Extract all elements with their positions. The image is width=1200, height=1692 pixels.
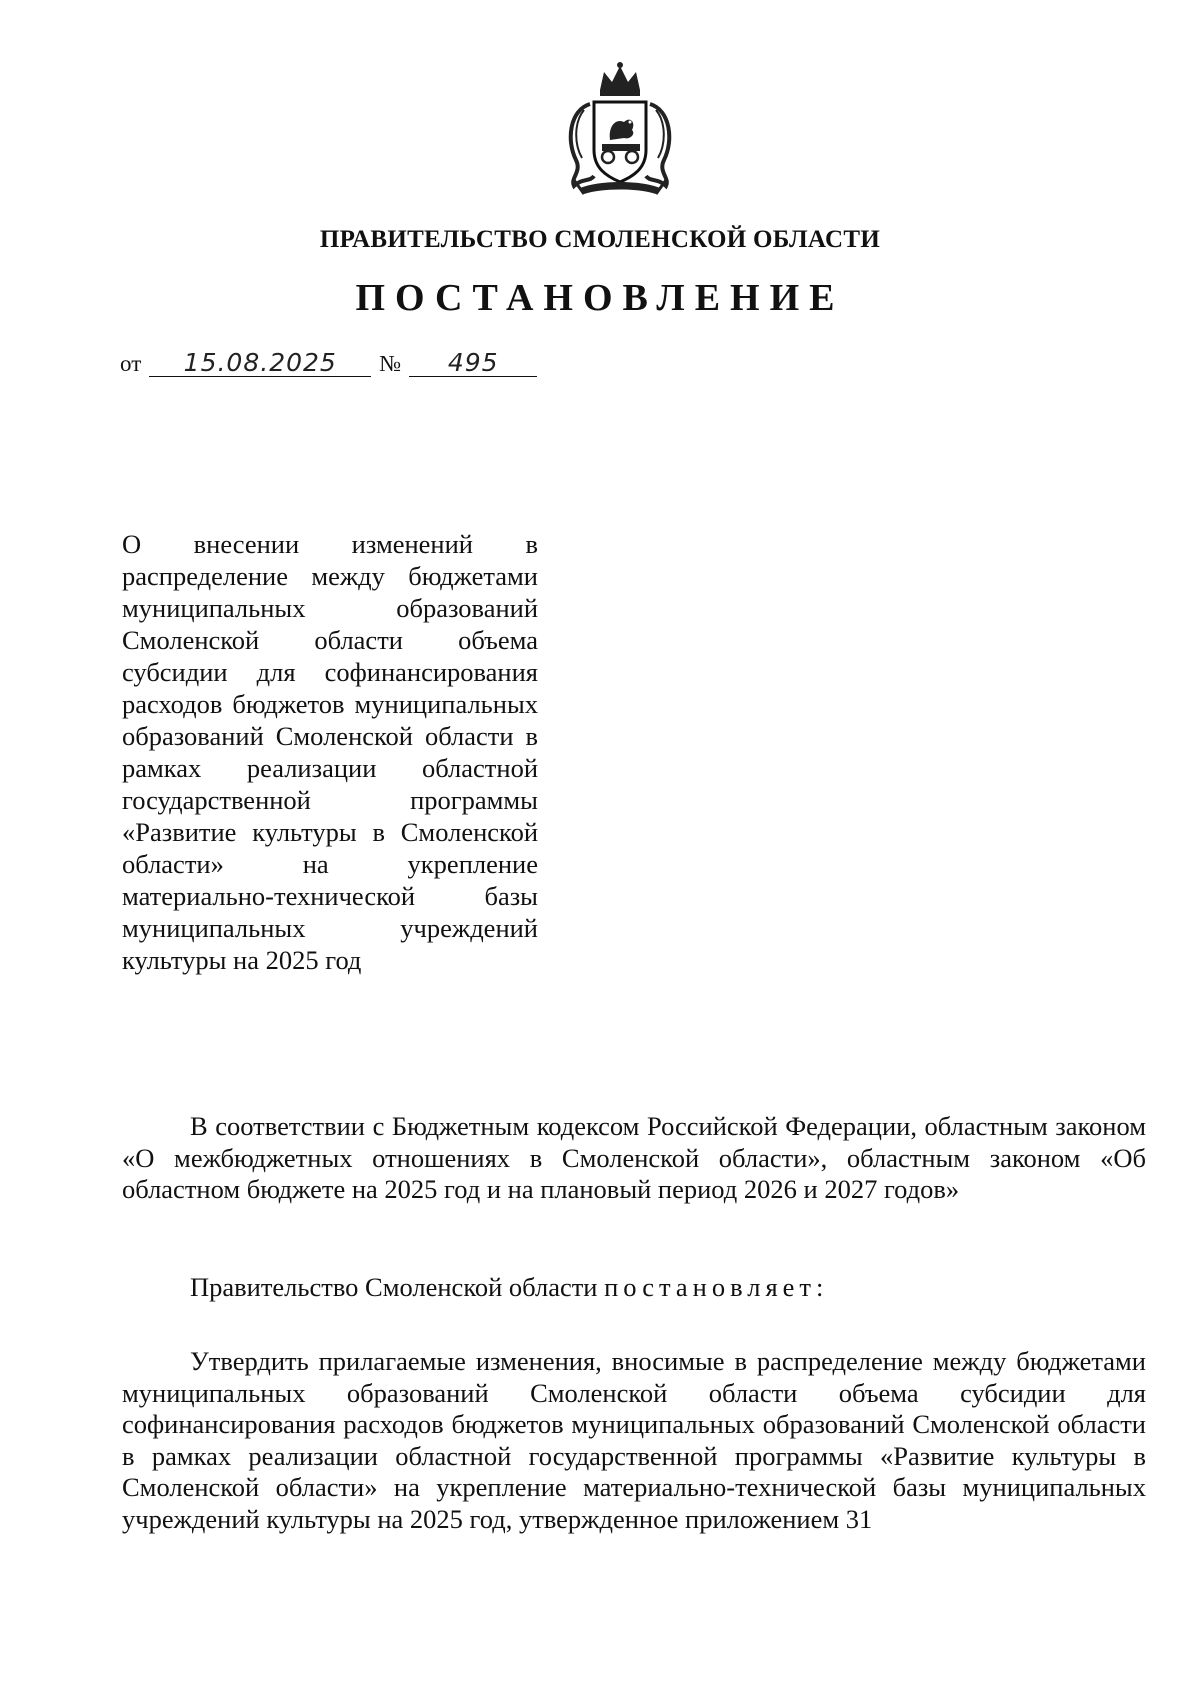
handwritten-date: 15.08.2025 — [149, 350, 371, 377]
handwritten-number: 495 — [409, 350, 537, 377]
preamble-paragraph: В соответствии с Бюджетным кодексом Российской Федерации, областным законом «О межбюджетных отношениях в Смоленской области», областным законом «Об областном бюджете на 2025 год и на плановый период 2026 и 2027 годов» — [122, 1111, 1146, 1204]
document-subject: О внесении изменений в распределение между бюджетами муниципальных образований Смоленской области объема субсидии для софинансирования расходов бюджетов муниципальных образований Смоленской области в рамках реализации областной государственной программы «Развитие культуры в Смоленской области» на укрепление материально-технической базы муниципальных учреждений культуры на 2025 год — [122, 529, 538, 975]
decision-paragraph: Утвердить прилагаемые изменения, вносимые в распределение между бюджетами муниципальных образований Смоленской области объема субсидии для софинансирования расходов бюджетов муниципальных образований Смоленской области в рамках реализации областной государственной программы «Развитие культуры в Смоленской области» на укрепление материально-технической базы муниципальных учреждений культуры на 2025 год, утвержденное приложением 31 — [122, 1346, 1146, 1534]
date-prefix-label: от — [120, 351, 142, 376]
document-type-title: ПОСТАНОВЛЕНИЕ — [355, 277, 845, 319]
resolve-prefix: Правительство Смоленской области — [190, 1272, 598, 1302]
organization-title: ПРАВИТЕЛЬСТВО СМОЛЕНСКОЙ ОБЛАСТИ — [319, 226, 881, 253]
coat-of-arms-emblem — [560, 60, 680, 200]
number-sign-label: № — [379, 351, 402, 376]
date-number-line — [120, 350, 537, 377]
resolve-word: постановляет: — [604, 1272, 829, 1302]
resolve-paragraph — [122, 1272, 1146, 1304]
